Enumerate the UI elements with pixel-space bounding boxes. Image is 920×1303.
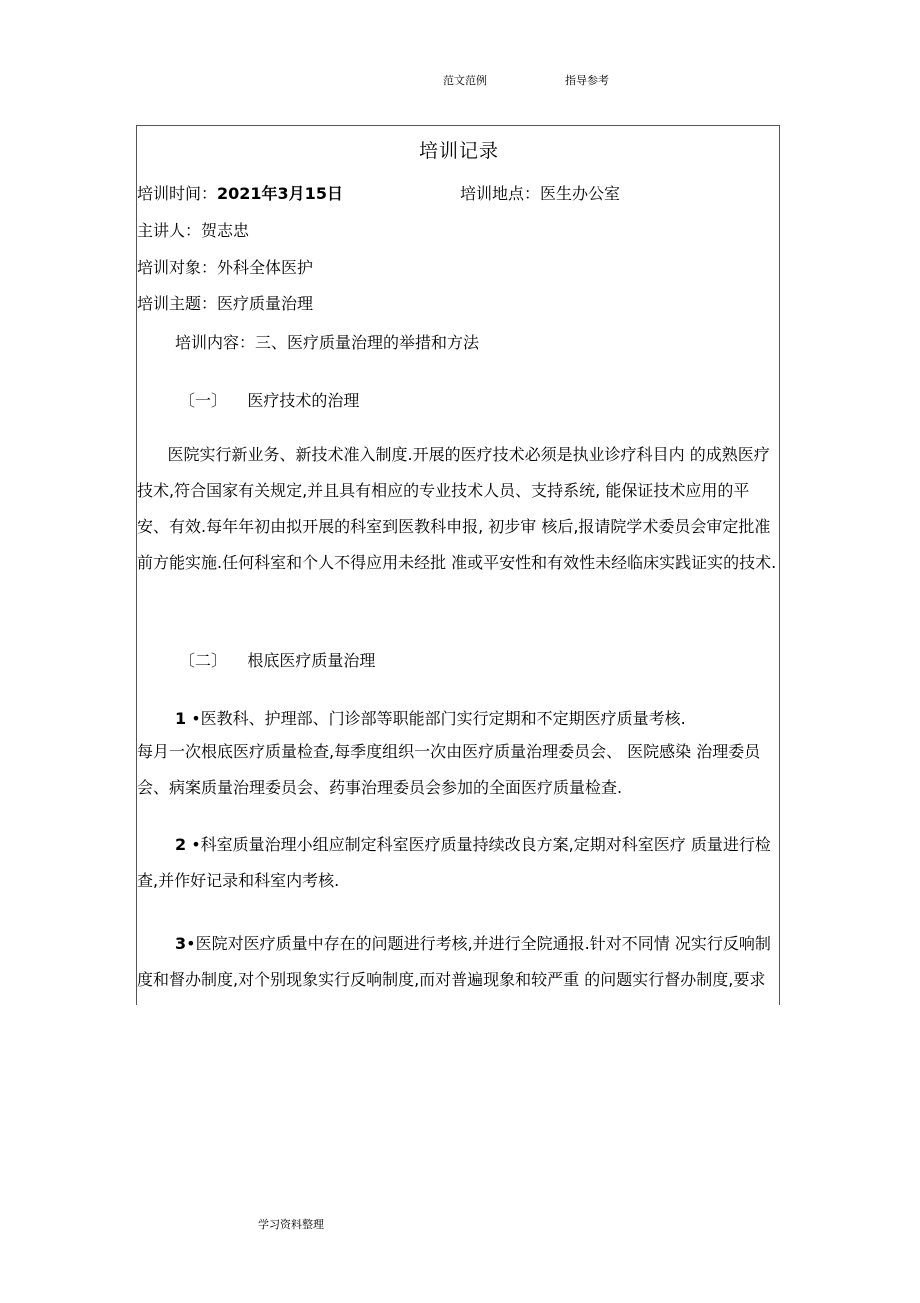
item2-text: •科室质量治理小组应制定科室医疗质量持续改良方案,定期对科室医疗 质量进行检查,并作好记录和科室内考核.: [137, 835, 771, 890]
item1-number: 1: [175, 709, 187, 728]
item3-text: •医院对医疗质量中存在的问题进行考核,并进行全院通报.针对不同情 况实行反响制度和督办制度,对个别现象实行反响制度,而对普遍现象和较严重 的问题实行督办制度,要求: [137, 934, 771, 989]
header-left-text: 范文范例: [443, 74, 487, 87]
document-title: 培训记录: [418, 140, 499, 162]
audience: 培训对象：外科全体医护: [137, 258, 314, 277]
training-place: 培训地点：医生办公室: [460, 184, 621, 203]
topic: 培训主题：医疗质量治理: [137, 294, 314, 313]
training-time-value: 2021年3月15日: [217, 184, 343, 203]
footer-text: 学习资料整理: [258, 1218, 324, 1231]
section2-heading: 〔二〕 根底医疗质量治理: [179, 651, 376, 670]
item2-number: 2: [175, 835, 187, 854]
training-time: [137, 181, 343, 204]
header-right-text: 指导参考: [565, 74, 609, 87]
section1-paragraph: 医院实行新业务、新技术准入制度.开展的医疗技术必须是执业诊疗科目内 的成熟医疗技术,符合国家有关规定,并且具有相应的专业技术人员、支持系统, 能保证技术应用的平安、有效.每年年初由拟开展的科室到医教科申报, 初步审 核后,报请院学术委员会审定批准前方能实施.任何科室和个人不得应用未经批 准或平安性和有效性未经临床实践证实的技术.: [137, 445, 777, 572]
speaker: 主讲人：贺志忠: [137, 221, 250, 240]
content-line: 培训内容：三、医疗质量治理的举措和方法: [175, 333, 480, 352]
section1-heading: 〔一〕 医疗技术的治理: [179, 391, 360, 410]
item2-paragraph: [137, 827, 780, 899]
document-frame: [136, 125, 780, 1005]
item1-heading: [175, 706, 686, 729]
item3-paragraph: [137, 926, 780, 998]
item3-number: 3: [175, 934, 187, 953]
training-time-label: 培训时间：: [137, 184, 218, 203]
item1-text: •医教科、护理部、门诊部等职能部门实行定期和不定期医疗质量考核.: [186, 709, 686, 728]
item1-paragraph: 每月一次根底医疗质量检查,每季度组织一次由医疗质量治理委员会、 医院感染 治理委员会、病案质量治理委员会、药事治理委员会参加的全面医疗质量检查.: [137, 742, 761, 797]
